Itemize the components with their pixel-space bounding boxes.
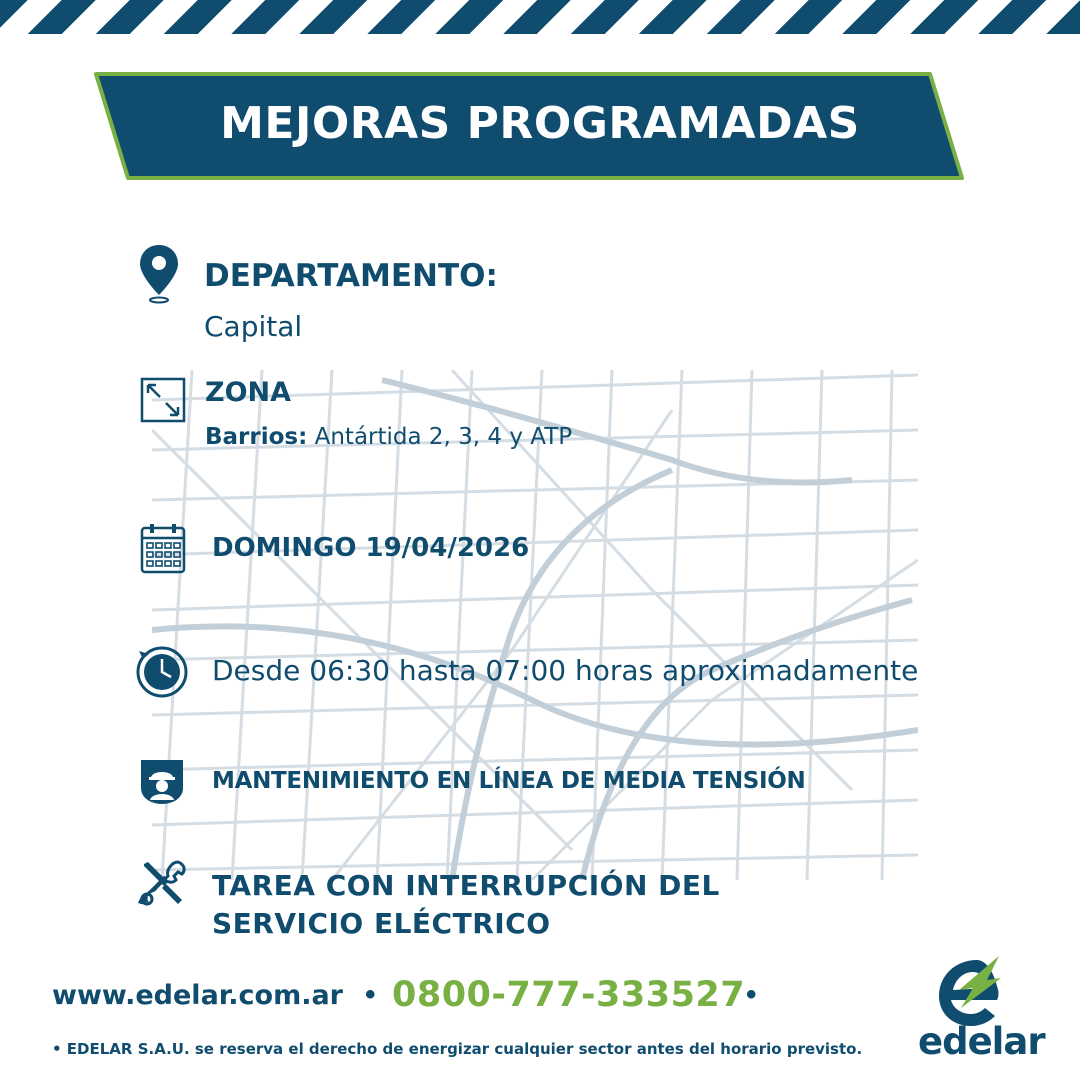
task-text: TAREA CON INTERRUPCIÓN DEL SERVICIO ELÉCTRICO [212, 869, 720, 940]
zone-label: ZONA [205, 377, 292, 408]
worker-helmet-icon [139, 758, 185, 806]
website-link[interactable]: www.edelar.com.ar [52, 980, 343, 1011]
page-title: MEJORAS PROGRAMADAS [220, 98, 860, 149]
footer-bullet: • [746, 978, 757, 1011]
department-value: Capital [204, 310, 303, 343]
neighborhoods-text: Barrios: Antártida 2, 3, 4 y ATP [205, 424, 573, 450]
tools-icon [138, 858, 188, 908]
disclaimer-text: • EDELAR S.A.U. se reserva el derecho de energizar cualquier sector antes del horario previsto. [52, 1040, 863, 1058]
schedule-text: Desde 06:30 hasta 07:00 horas aproximadamente [212, 654, 919, 687]
location-pin-icon [138, 243, 180, 305]
department-label: DEPARTAMENTO: [204, 258, 498, 294]
maintenance-text: MANTENIMIENTO EN LÍNEA DE MEDIA TENSIÓN [212, 768, 806, 794]
footer-bullet: • [365, 978, 376, 1011]
expand-arrows-icon [140, 377, 186, 423]
date-text: DOMINGO 19/04/2026 [212, 533, 530, 563]
phone-number[interactable]: 0800-777-333527 [392, 975, 746, 1015]
clock-icon [135, 645, 189, 699]
brand-name: edelar [918, 1020, 1045, 1063]
calendar-icon [140, 522, 186, 574]
